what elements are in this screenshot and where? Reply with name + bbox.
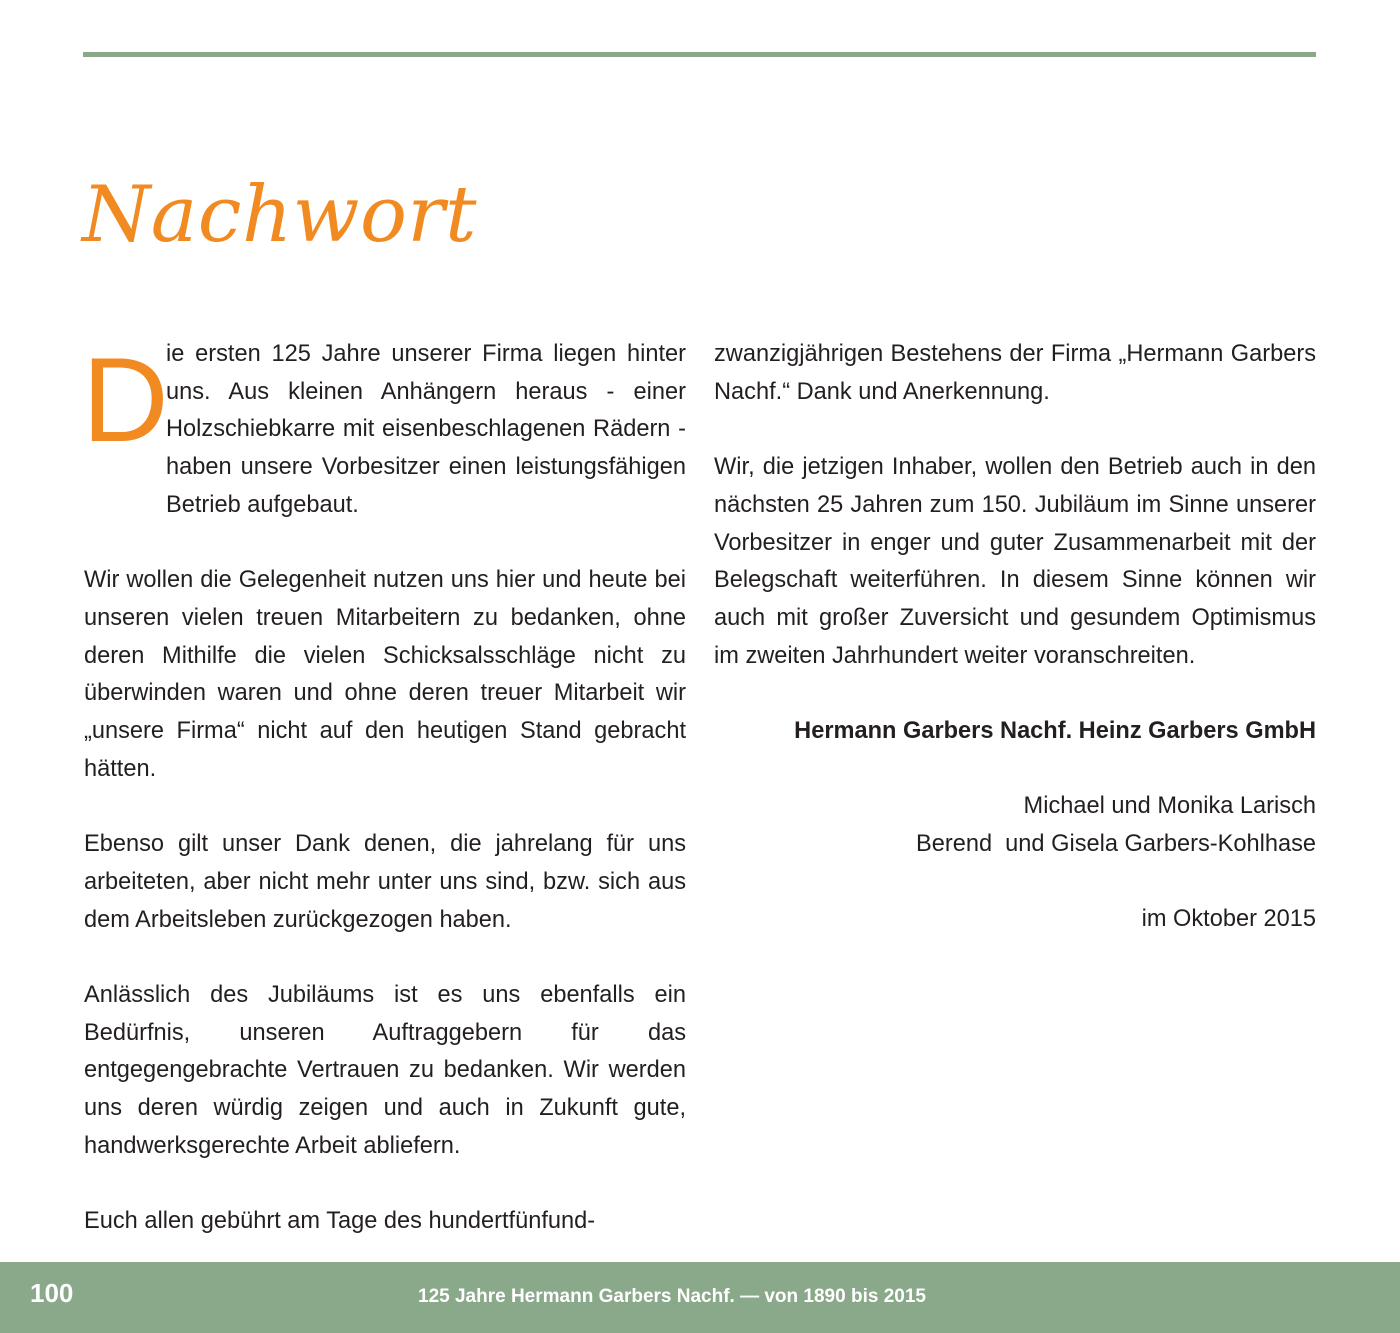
paragraph-6: zwanzigjährigen Bestehens der Firma „Hermann Garbers Nachf.“ Dank und Anerkennung. (714, 341, 1316, 405)
signatories (714, 788, 1316, 863)
paragraph-4: Anlässlich des Jubiläums ist es uns ebenfalls ein Bedürfnis, unseren Auftraggebern für das entgegengebrachte Vertrauen zu bedanken. Wir werden uns deren würdig zeigen und auch in Zukunft gute, handwerksgerechte Arbeit abliefern. (84, 981, 686, 1159)
signatory-1: Michael und Monika Larisch (1023, 793, 1316, 820)
paragraph-3: Ebenso gilt unser Dank denen, die jahrelang für uns arbeiteten, aber nicht mehr unter uns sind, bzw. sich aus dem Arbeitsleben zurückgezogen haben. (84, 831, 686, 933)
signatory-2: Berend und Gisela Garbers-Kohlhase (915, 831, 1316, 858)
paragraph-5: Euch allen gebührt am Tage des hundertfünfund- (84, 1208, 596, 1235)
paragraph-7: Wir, die jetzigen Inhaber, wollen den Betrieb auch in den nächsten 25 Jahren zum 150. Jubiläum im Sinne unserer Vorbesitzer in enger und guter Zusammenarbeit mit der Belegschaft weiterführen. In diesem Sinne können wir auch mit großer Zuversicht und gesundem Optimismus im zweiten Jahrhundert weiter voranschreiten. (714, 454, 1316, 669)
paragraph-1-text: ie ersten 125 Jahre unserer Firma liegen hinter uns. Aus kleinen Anhängern heraus - einer Holzschiebkarre mit eisenbeschlagenen Rädern - haben unsere Vorbesitzer einen leistungsfähigen Betrieb aufgebaut. (166, 341, 686, 518)
page-title: Nachwort (82, 170, 478, 260)
running-footer: 125 Jahre Hermann Garbers Nachf. — von 1890 bis 2015 (418, 1286, 926, 1307)
drop-cap: D (82, 333, 169, 467)
paragraph-1 (82, 333, 686, 525)
page-number: 100 (30, 1278, 74, 1308)
top-divider (83, 52, 1316, 57)
left-column (82, 333, 686, 1279)
footer-band (0, 1262, 1400, 1333)
paragraph-2: Wir wollen die Gelegenheit nutzen uns hier und heute bei unseren vielen treuen Mitarbeitern zu bedanken, ohne deren Mithilfe die vielen Schicksalsschläge nicht zu überwinden waren und ohne deren treuer Mitarbeit wir „unsere Firma“ nicht auf den heutigen Stand gebracht hätten. (84, 567, 686, 782)
date-line: im Oktober 2015 (1141, 906, 1316, 933)
company-name: Hermann Garbers Nachf. Heinz Garbers GmbH (794, 718, 1316, 744)
right-column (714, 336, 1316, 939)
